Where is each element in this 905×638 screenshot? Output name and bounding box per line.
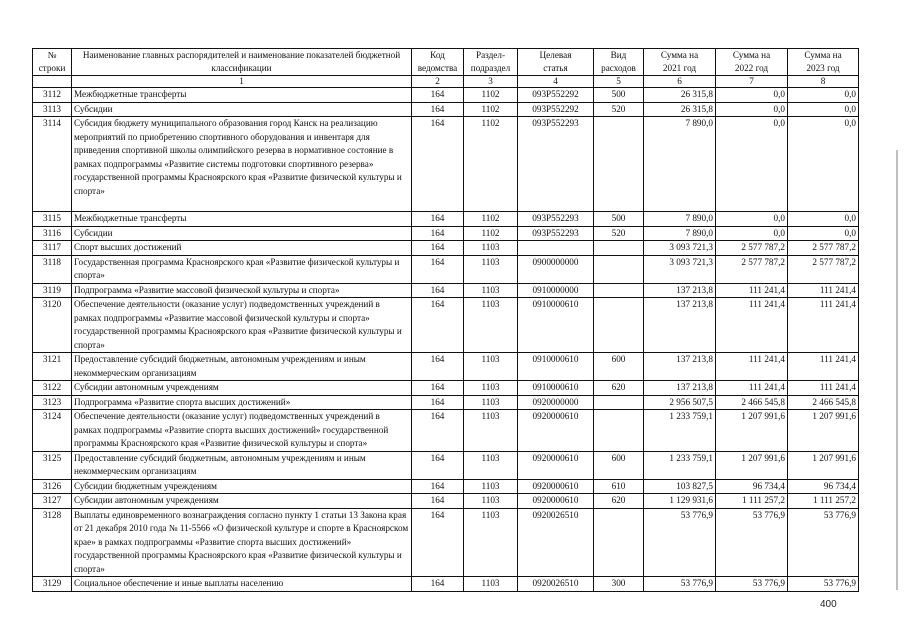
column-index: 7 [716, 76, 788, 88]
row-target: 093P552292 [518, 102, 594, 117]
row-target: 0910000610 [518, 381, 594, 396]
row-number: 3124 [33, 410, 72, 452]
row-sum-2021: 103 827,5 [644, 479, 716, 494]
row-name: Предоставление субсидий бюджетным, автономным учреждениям и иным некоммерческим организациям [72, 353, 412, 381]
table-row [33, 102, 859, 117]
row-expense-type [594, 395, 644, 410]
row-sum-2023: 111 241,4 [788, 381, 859, 396]
row-number: 3119 [33, 283, 72, 298]
table-row [33, 508, 859, 577]
row-sum-2021: 137 213,8 [644, 283, 716, 298]
row-target: 0920026510 [518, 577, 594, 592]
row-sum-2022: 0,0 [716, 212, 788, 227]
row-sum-2023: 111 241,4 [788, 298, 859, 353]
row-sum-2023: 0,0 [788, 226, 859, 241]
row-sum-2021: 137 213,8 [644, 381, 716, 396]
table-row [33, 479, 859, 494]
row-expense-type [594, 410, 644, 452]
row-sum-2022: 0,0 [716, 102, 788, 117]
row-sum-2021: 26 315,8 [644, 102, 716, 117]
row-expense-type: 520 [594, 102, 644, 117]
table-row [33, 381, 859, 396]
row-number: 3129 [33, 577, 72, 592]
row-sum-2023: 0,0 [788, 117, 859, 212]
row-sum-2023: 1 207 991,6 [788, 451, 859, 479]
row-expense-type: 620 [594, 381, 644, 396]
row-name: Выплаты единовременного вознаграждения согласно пункту 1 статьи 13 Закона края от 21 декабря 2010 года № 11-5566 «О физической культуре и спорте в Красноярском крае» в рамках подпрограммы «Развитие спорта высших достижений» государственной программы Красноярского края «Развитие физической культуры и спорта» [72, 508, 412, 577]
row-target: 0920000610 [518, 479, 594, 494]
table-row [33, 212, 859, 227]
row-target: 0920000000 [518, 395, 594, 410]
table-row [33, 353, 859, 381]
row-sum-2022: 0,0 [716, 226, 788, 241]
row-name: Субсидии бюджетным учреждениям [72, 479, 412, 494]
row-dept-code: 164 [412, 353, 464, 381]
row-target: 0920000610 [518, 451, 594, 479]
table-row [33, 226, 859, 241]
row-section: 1102 [464, 102, 518, 117]
table-row [33, 494, 859, 509]
table-row [33, 395, 859, 410]
column-index: 4 [518, 76, 594, 88]
row-sum-2023: 1 207 991,6 [788, 410, 859, 452]
row-name: Субсидии [72, 102, 412, 117]
budget-table [32, 48, 859, 592]
row-name: Субсидии автономным учреждениям [72, 381, 412, 396]
row-target: 093P552293 [518, 226, 594, 241]
row-dept-code: 164 [412, 212, 464, 227]
row-sum-2022: 53 776,9 [716, 508, 788, 577]
row-dept-code: 164 [412, 508, 464, 577]
row-sum-2021: 2 956 507,5 [644, 395, 716, 410]
row-name: Субсидии автономным учреждениям [72, 494, 412, 509]
row-dept-code: 164 [412, 102, 464, 117]
row-section: 1103 [464, 241, 518, 256]
table-row [33, 298, 859, 353]
row-section: 1103 [464, 479, 518, 494]
row-expense-type [594, 255, 644, 283]
row-section: 1103 [464, 577, 518, 592]
row-section: 1103 [464, 410, 518, 452]
row-section: 1103 [464, 451, 518, 479]
row-section: 1102 [464, 117, 518, 212]
row-sum-2022: 111 241,4 [716, 298, 788, 353]
row-name: Подпрограмма «Развитие спорта высших достижений» [72, 395, 412, 410]
column-index: 3 [464, 76, 518, 88]
row-sum-2022: 111 241,4 [716, 381, 788, 396]
row-expense-type: 520 [594, 226, 644, 241]
row-sum-2022: 96 734,4 [716, 479, 788, 494]
row-expense-type: 610 [594, 479, 644, 494]
row-sum-2022: 1 207 991,6 [716, 410, 788, 452]
column-index: 8 [788, 76, 859, 88]
row-section: 1102 [464, 88, 518, 103]
row-section: 1103 [464, 283, 518, 298]
row-name: Спорт высших достижений [72, 241, 412, 256]
row-dept-code: 164 [412, 381, 464, 396]
page-number: 400 [820, 599, 837, 610]
table-row [33, 410, 859, 452]
row-sum-2021: 1 233 759,1 [644, 410, 716, 452]
row-sum-2023: 96 734,4 [788, 479, 859, 494]
row-dept-code: 164 [412, 479, 464, 494]
table-row [33, 241, 859, 256]
row-section: 1103 [464, 353, 518, 381]
table-body [33, 88, 859, 592]
table-row [33, 88, 859, 103]
row-dept-code: 164 [412, 241, 464, 256]
header-dept-code: Код ведомства [412, 49, 464, 76]
column-index: 1 [72, 76, 412, 88]
row-dept-code: 164 [412, 395, 464, 410]
row-number: 3125 [33, 451, 72, 479]
row-number: 3127 [33, 494, 72, 509]
row-sum-2022: 111 241,4 [716, 283, 788, 298]
row-name: Предоставление субсидий бюджетным, автономным учреждениям и иным некоммерческим организациям [72, 451, 412, 479]
header-sum-2023: Сумма на 2023 год [788, 49, 859, 76]
row-sum-2022: 111 241,4 [716, 353, 788, 381]
row-name: Социальное обеспечение и иные выплаты населению [72, 577, 412, 592]
header-sum-2022: Сумма на 2022 год [716, 49, 788, 76]
row-sum-2022: 1 207 991,6 [716, 451, 788, 479]
row-number: 3112 [33, 88, 72, 103]
row-sum-2022: 0,0 [716, 117, 788, 212]
row-name: Субсидия бюджету муниципального образования город Канск на реализацию мероприятий по приобретению спортивного оборудования и инвентаря для приведения спортивной школы олимпийского резерва в нормативное состояние в рамках подпрограммы «Развитие системы подготовки спортивного резерва» государственной программы Красноярского края «Развитие физической культуры и спорта» [72, 117, 412, 212]
row-target: 093P552292 [518, 88, 594, 103]
table-row [33, 255, 859, 283]
row-section: 1103 [464, 395, 518, 410]
table-row [33, 283, 859, 298]
row-number: 3121 [33, 353, 72, 381]
row-expense-type: 300 [594, 577, 644, 592]
row-sum-2021: 53 776,9 [644, 577, 716, 592]
row-expense-type [594, 283, 644, 298]
row-section: 1102 [464, 226, 518, 241]
row-sum-2021: 7 890,0 [644, 117, 716, 212]
row-sum-2021: 137 213,8 [644, 353, 716, 381]
row-sum-2021: 137 213,8 [644, 298, 716, 353]
row-sum-2021: 7 890,0 [644, 226, 716, 241]
row-dept-code: 164 [412, 117, 464, 212]
row-dept-code: 164 [412, 88, 464, 103]
row-sum-2021: 26 315,8 [644, 88, 716, 103]
row-expense-type [594, 298, 644, 353]
row-sum-2023: 0,0 [788, 102, 859, 117]
row-number: 3115 [33, 212, 72, 227]
row-sum-2023: 0,0 [788, 88, 859, 103]
row-name: Межбюджетные трансферты [72, 212, 412, 227]
row-number: 3118 [33, 255, 72, 283]
row-number: 3120 [33, 298, 72, 353]
column-index-row [33, 76, 859, 88]
row-number: 3113 [33, 102, 72, 117]
row-sum-2022: 2 577 787,2 [716, 241, 788, 256]
row-sum-2022: 53 776,9 [716, 577, 788, 592]
row-target: 0910000610 [518, 353, 594, 381]
row-target: 0910000610 [518, 298, 594, 353]
row-dept-code: 164 [412, 298, 464, 353]
row-expense-type [594, 241, 644, 256]
header-section: Раздел- подраздел [464, 49, 518, 76]
row-dept-code: 164 [412, 577, 464, 592]
header-row-no: № строки [33, 49, 72, 76]
header-target: Целевая статья [518, 49, 594, 76]
row-name: Государственная программа Красноярского края «Развитие физической культуры и спорта» [72, 255, 412, 283]
row-number: 3126 [33, 479, 72, 494]
table-row [33, 451, 859, 479]
row-target [518, 241, 594, 256]
row-name: Обеспечение деятельности (оказание услуг) подведомственных учреждений в рамках подпрограммы «Развитие массовой физической культуры и спорта» государственной программы Красноярского края «Развитие физической культуры и спорта» [72, 298, 412, 353]
row-sum-2021: 7 890,0 [644, 212, 716, 227]
row-name: Субсидии [72, 226, 412, 241]
table-row [33, 117, 859, 212]
row-section: 1103 [464, 494, 518, 509]
header-sum-2021: Сумма на 2021 год [644, 49, 716, 76]
row-number: 3123 [33, 395, 72, 410]
row-target: 0920000610 [518, 410, 594, 452]
row-name: Межбюджетные трансферты [72, 88, 412, 103]
row-dept-code: 164 [412, 226, 464, 241]
table-row [33, 577, 859, 592]
column-index: 5 [594, 76, 644, 88]
row-sum-2023: 2 577 787,2 [788, 241, 859, 256]
row-dept-code: 164 [412, 283, 464, 298]
row-sum-2022: 0,0 [716, 88, 788, 103]
row-sum-2023: 1 111 257,2 [788, 494, 859, 509]
row-number: 3117 [33, 241, 72, 256]
row-target: 0910000000 [518, 283, 594, 298]
row-sum-2021: 3 093 721,3 [644, 255, 716, 283]
row-sum-2023: 2 466 545,8 [788, 395, 859, 410]
scan-edge-shadow [896, 150, 898, 590]
row-number: 3128 [33, 508, 72, 577]
header-expense-type: Вид расходов [594, 49, 644, 76]
row-expense-type [594, 508, 644, 577]
row-sum-2021: 1 233 759,1 [644, 451, 716, 479]
row-sum-2022: 1 111 257,2 [716, 494, 788, 509]
row-expense-type: 600 [594, 353, 644, 381]
table-header-row [33, 49, 859, 76]
row-dept-code: 164 [412, 451, 464, 479]
row-sum-2022: 2 466 545,8 [716, 395, 788, 410]
row-section: 1103 [464, 508, 518, 577]
row-dept-code: 164 [412, 494, 464, 509]
row-sum-2021: 1 129 931,6 [644, 494, 716, 509]
row-sum-2023: 53 776,9 [788, 508, 859, 577]
row-number: 3114 [33, 117, 72, 212]
column-index [33, 76, 72, 88]
row-sum-2023: 53 776,9 [788, 577, 859, 592]
row-expense-type: 620 [594, 494, 644, 509]
header-name: Наименование главных распорядителей и наименование показателей бюджетной классификации [72, 49, 412, 76]
row-section: 1103 [464, 298, 518, 353]
row-section: 1102 [464, 212, 518, 227]
row-target: 093P552293 [518, 212, 594, 227]
row-sum-2023: 111 241,4 [788, 283, 859, 298]
column-index: 6 [644, 76, 716, 88]
row-sum-2022: 2 577 787,2 [716, 255, 788, 283]
row-expense-type: 500 [594, 212, 644, 227]
row-section: 1103 [464, 255, 518, 283]
budget-document-page [32, 48, 859, 592]
column-index: 2 [412, 76, 464, 88]
row-number: 3116 [33, 226, 72, 241]
row-sum-2023: 2 577 787,2 [788, 255, 859, 283]
row-sum-2021: 3 093 721,3 [644, 241, 716, 256]
row-expense-type [594, 117, 644, 212]
row-expense-type: 500 [594, 88, 644, 103]
row-number: 3122 [33, 381, 72, 396]
row-target: 0900000000 [518, 255, 594, 283]
row-expense-type: 600 [594, 451, 644, 479]
row-name: Подпрограмма «Развитие массовой физической культуры и спорта» [72, 283, 412, 298]
row-target: 093P552293 [518, 117, 594, 212]
row-target: 0920026510 [518, 508, 594, 577]
row-sum-2021: 53 776,9 [644, 508, 716, 577]
row-section: 1103 [464, 381, 518, 396]
row-sum-2023: 0,0 [788, 212, 859, 227]
row-dept-code: 164 [412, 410, 464, 452]
row-sum-2023: 111 241,4 [788, 353, 859, 381]
row-target: 0920000610 [518, 494, 594, 509]
row-dept-code: 164 [412, 255, 464, 283]
row-name: Обеспечение деятельности (оказание услуг) подведомственных учреждений в рамках подпрограммы «Развитие спорта высших достижений» государственной программы Красноярского края «Развитие физической культуры и спорта» [72, 410, 412, 452]
